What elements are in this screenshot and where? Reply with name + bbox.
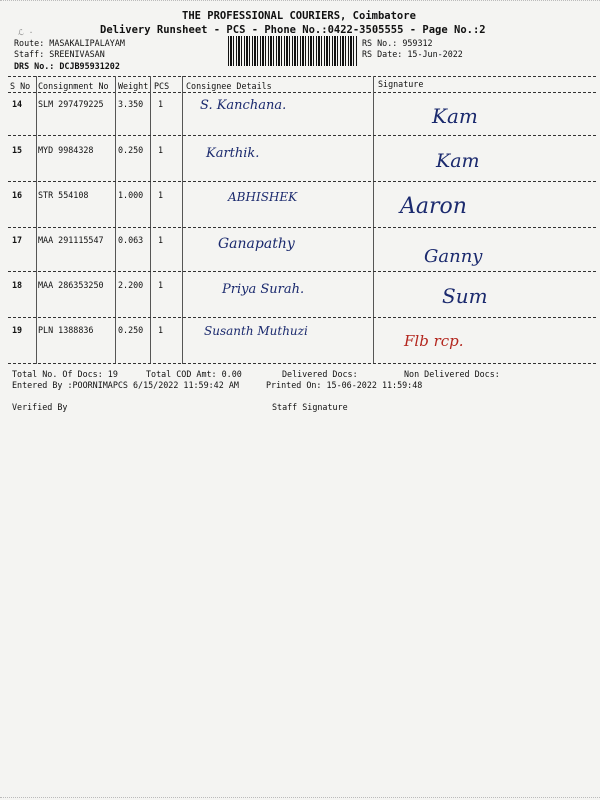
col-sno: S No xyxy=(10,81,31,91)
row-weight: 1.000 xyxy=(118,190,144,200)
staff-label: Staff: SREENIVASAN xyxy=(14,49,105,59)
row-consignment: STR 554108 xyxy=(38,190,89,200)
row-pcs: 1 xyxy=(158,190,164,200)
row-signature: Kam xyxy=(432,104,478,128)
row-consignment: MAA 291115547 xyxy=(38,235,104,245)
col-line-2 xyxy=(115,76,116,364)
row-consignment: MYD 9984328 xyxy=(38,145,94,155)
scan-edge-top xyxy=(0,0,600,2)
route-label: Route: MASAKALIPALAYAM xyxy=(14,38,125,48)
row-weight: 0.063 xyxy=(118,235,144,245)
row-signature: Kam xyxy=(436,150,480,172)
col-signature: Signature xyxy=(378,79,424,89)
row-divider xyxy=(8,363,596,364)
col-consignment: Consignment No xyxy=(38,81,109,91)
row-divider xyxy=(8,317,596,318)
row-consignment: PLN 1388836 xyxy=(38,325,94,335)
row-pcs: 1 xyxy=(158,145,164,155)
col-consignee: Consignee Details xyxy=(186,81,272,91)
row-sno: 17 xyxy=(12,235,23,245)
col-pcs: PCS xyxy=(154,81,170,91)
row-consignee: Ganapathy xyxy=(218,236,295,252)
row-sno: 18 xyxy=(12,280,23,290)
row-consignee: Priya Surah. xyxy=(222,282,305,297)
row-divider xyxy=(8,227,596,228)
row-divider xyxy=(8,271,596,272)
col-line-4 xyxy=(182,76,183,364)
row-signature: Flb rcp. xyxy=(404,332,464,350)
row-divider xyxy=(8,135,596,136)
row-signature: Aaron xyxy=(400,194,467,219)
row-consignment: MAA 286353250 xyxy=(38,280,104,290)
total-docs: Total No. Of Docs: 19 xyxy=(12,369,118,379)
drs-number: DRS No.: DCJB95931202 xyxy=(14,61,120,71)
staff-signature: Staff Signature xyxy=(272,402,348,412)
header-divider-top xyxy=(8,76,596,77)
row-pcs: 1 xyxy=(158,280,164,290)
delivered-docs: Delivered Docs: xyxy=(282,369,358,379)
col-line-1 xyxy=(36,76,37,364)
total-cod: Total COD Amt: 0.00 xyxy=(146,369,242,379)
non-delivered-docs: Non Delivered Docs: xyxy=(404,369,500,379)
rs-date: RS Date: 15-Jun-2022 xyxy=(362,49,463,59)
col-line-3 xyxy=(150,76,151,364)
row-consignee: Karthik. xyxy=(206,146,260,161)
printed-on: Printed On: 15-06-2022 11:59:48 xyxy=(266,380,423,390)
row-pcs: 1 xyxy=(158,99,164,109)
row-weight: 2.200 xyxy=(118,280,144,290)
row-weight: 0.250 xyxy=(118,325,144,335)
row-divider xyxy=(8,181,596,182)
row-pcs: 1 xyxy=(158,235,164,245)
row-weight: 0.250 xyxy=(118,145,144,155)
runsheet-title: Delivery Runsheet - PCS - Phone No.:0422-3505555 - Page No.:2 xyxy=(100,24,486,36)
row-pcs: 1 xyxy=(158,325,164,335)
rs-number: RS No.: 959312 xyxy=(362,38,433,48)
verified-by: Verified By xyxy=(12,402,68,412)
row-weight: 3.350 xyxy=(118,99,144,109)
row-sno: 19 xyxy=(12,325,23,335)
row-signature: Sum xyxy=(442,284,488,308)
entered-by: Entered By :POORNIMAPCS 6/15/2022 11:59:42 AM xyxy=(12,380,239,390)
row-consignee: Susanth Muthuzi xyxy=(204,324,308,338)
row-consignee: S. Kanchana. xyxy=(200,98,287,113)
row-signature: Ganny xyxy=(424,246,483,267)
header-divider-bottom xyxy=(8,92,596,93)
row-sno: 16 xyxy=(12,190,23,200)
row-consignment: SLM 297479225 xyxy=(38,99,104,109)
row-sno: 14 xyxy=(12,99,23,109)
col-line-5 xyxy=(373,76,374,364)
company-title: THE PROFESSIONAL COURIERS, Coimbatore xyxy=(182,10,416,22)
row-consignee: ABHISHEK xyxy=(228,190,298,204)
col-weight: Weight xyxy=(118,81,149,91)
scan-edge-bottom xyxy=(0,797,600,799)
barcode xyxy=(228,36,358,66)
corner-mark-icon: ℒ · xyxy=(18,28,34,37)
row-sno: 15 xyxy=(12,145,23,155)
